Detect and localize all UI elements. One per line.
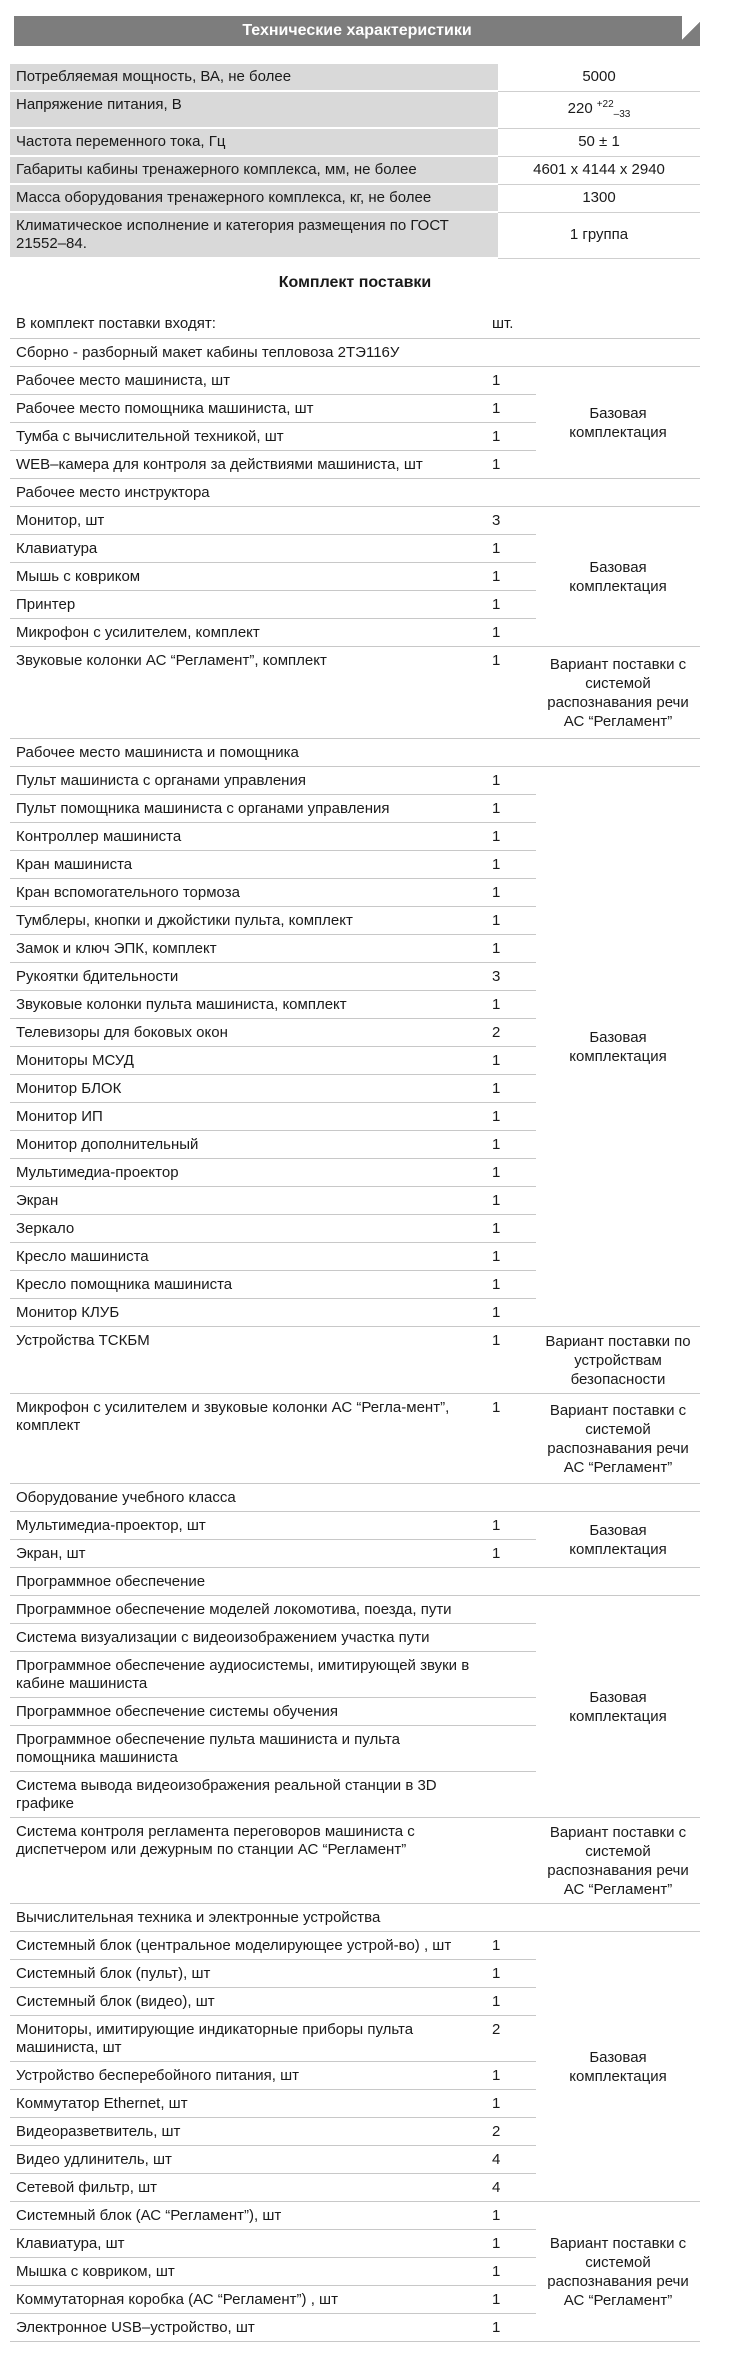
kit-table [10, 310, 700, 2342]
kit-qty: 1 [488, 822, 536, 850]
kit-config-base: Базовая комплектация [536, 1931, 700, 2201]
voltage-minus-tolerance: –33 [613, 108, 631, 120]
kit-qty: 4 [488, 2173, 536, 2201]
table-row-section [10, 1483, 700, 1511]
kit-qty: 1 [488, 906, 536, 934]
kit-qty: 1 [488, 618, 536, 646]
kit-qty: 1 [488, 766, 536, 794]
kit-qty [488, 1567, 536, 1595]
kit-qty: 1 [488, 1214, 536, 1242]
kit-qty: 1 [488, 1242, 536, 1270]
kit-qty: 2 [488, 2015, 536, 2061]
kit-qty: 1 [488, 934, 536, 962]
spec-value: 50 ± 1 [498, 128, 700, 156]
kit-qty [488, 1903, 536, 1931]
kit-item: Программное обеспечение пульта машиниста и пульта помощника машиниста [10, 1725, 488, 1771]
kit-section-label: Оборудование учебного класса [10, 1483, 488, 1511]
kit-qty: 1 [488, 2229, 536, 2257]
kit-qty: 1 [488, 590, 536, 618]
kit-item: Программное обеспечение аудиосистемы, имитирующей звуки в кабине машиниста [10, 1651, 488, 1697]
kit-section-title: Комплект поставки [278, 274, 432, 291]
table-row-section [10, 738, 700, 766]
kit-qty: 1 [488, 1539, 536, 1567]
table-row [10, 1931, 700, 1959]
kit-qty: 1 [488, 1270, 536, 1298]
kit-section-label: Рабочее место машиниста и помощника [10, 738, 488, 766]
kit-qty: 1 [488, 1511, 536, 1539]
spec-row [10, 64, 700, 91]
kit-qty: 1 [488, 1102, 536, 1130]
spec-label: Напряжение питания, В [10, 91, 498, 128]
kit-section-label: Рабочее место инструктора [10, 478, 488, 506]
kit-qty: 1 [488, 2285, 536, 2313]
spec-row [10, 184, 700, 212]
kit-item: Рабочее место помощника машиниста, шт [10, 394, 488, 422]
spec-row [10, 128, 700, 156]
kit-config-empty [536, 478, 700, 506]
kit-item: Кресло машиниста [10, 1242, 488, 1270]
kit-config-base: Базовая комплектация [536, 366, 700, 478]
kit-item: WEB–камера для контроля за действиями машиниста, шт [10, 450, 488, 478]
kit-item: Клавиатура, шт [10, 2229, 488, 2257]
kit-item: Клавиатура [10, 534, 488, 562]
kit-item: Программное обеспечение моделей локомотива, поезда, пути [10, 1595, 488, 1623]
kit-qty: 1 [488, 394, 536, 422]
kit-item: Пульт машиниста с органами управления [10, 766, 488, 794]
kit-qty: 1 [488, 2257, 536, 2285]
kit-qty: 1 [488, 2201, 536, 2229]
kit-item: Пульт помощника машиниста с органами управления [10, 794, 488, 822]
kit-qty [488, 1817, 536, 1903]
kit-item: Монитор ИП [10, 1102, 488, 1130]
spec-label: Частота переменного тока, Гц [10, 128, 498, 156]
kit-item: Электронное USB–устройство, шт [10, 2313, 488, 2341]
kit-item: Кресло помощника машиниста [10, 1270, 488, 1298]
kit-qty: 1 [488, 878, 536, 906]
table-row [10, 1817, 700, 1903]
kit-item: Системный блок (АС “Регламент”), шт [10, 2201, 488, 2229]
kit-config-tskbm: Вариант поставки по устройствам безопасности [536, 1326, 700, 1393]
kit-config-empty [536, 1567, 700, 1595]
kit-item: Монитор дополнительный [10, 1130, 488, 1158]
kit-item: Видеоразветвитель, шт [10, 2117, 488, 2145]
kit-item: Сетевой фильтр, шт [10, 2173, 488, 2201]
spec-value: 220 [567, 99, 593, 117]
kit-qty: 1 [488, 1326, 536, 1393]
table-row [10, 506, 700, 534]
kit-item: Микрофон с усилителем, комплект [10, 618, 488, 646]
specs-banner [14, 16, 700, 46]
kit-item: Зеркало [10, 1214, 488, 1242]
kit-qty: 2 [488, 2117, 536, 2145]
kit-qty: 1 [488, 794, 536, 822]
kit-qty: 1 [488, 534, 536, 562]
kit-qty: 3 [488, 962, 536, 990]
table-row [10, 1393, 700, 1483]
kit-item: Система визуализации с видеоизображением участка пути [10, 1623, 488, 1651]
kit-item: Телевизоры для боковых окон [10, 1018, 488, 1046]
kit-qty: 1 [488, 366, 536, 394]
kit-qty [488, 1595, 536, 1623]
kit-qty: 1 [488, 1393, 536, 1483]
spec-value: 4601 х 4144 х 2940 [498, 156, 700, 184]
kit-item: Тумба с вычислительной техникой, шт [10, 422, 488, 450]
kit-qty: 1 [488, 2313, 536, 2341]
table-row [10, 1595, 700, 1623]
kit-qty [488, 738, 536, 766]
kit-qty: 1 [488, 450, 536, 478]
specs-banner-title: Технические характеристики [242, 22, 472, 39]
kit-section-label: Вычислительная техника и электронные устройства [10, 1903, 488, 1931]
kit-item: Принтер [10, 590, 488, 618]
spec-label: Масса оборудования тренажерного комплекса, кг, не более [10, 184, 498, 212]
table-row [10, 766, 700, 794]
spec-row [10, 156, 700, 184]
kit-qty: 1 [488, 1298, 536, 1326]
kit-item: Системный блок (пульт), шт [10, 1959, 488, 1987]
kit-item: Замок и ключ ЭПК, комплект [10, 934, 488, 962]
kit-qty: 3 [488, 506, 536, 534]
kit-item: Звуковые колонки АС “Регламент”, комплект [10, 646, 488, 738]
table-row [10, 2201, 700, 2229]
kit-item: Контроллер машиниста [10, 822, 488, 850]
kit-item: Устройство бесперебойного питания, шт [10, 2061, 488, 2089]
kit-item: Мониторы, имитирующие индикаторные приборы пульта машиниста, шт [10, 2015, 488, 2061]
kit-qty: 1 [488, 1987, 536, 2015]
kit-item: Мышь с ковриком [10, 562, 488, 590]
kit-qty: 1 [488, 422, 536, 450]
kit-qty: 1 [488, 850, 536, 878]
kit-qty: 1 [488, 1931, 536, 1959]
kit-config-base: Базовая комплектация [536, 766, 700, 1326]
spec-label: Климатическое исполнение и категория размещения по ГОСТ 21552–84. [10, 212, 498, 258]
kit-item: Мультимедиа-проектор [10, 1158, 488, 1186]
kit-qty: 1 [488, 1046, 536, 1074]
kit-item: Тумблеры, кнопки и джойстики пульта, комплект [10, 906, 488, 934]
kit-item: Мультимедиа-проектор, шт [10, 1511, 488, 1539]
kit-qty [488, 1771, 536, 1817]
kit-config-empty [536, 1483, 700, 1511]
kit-config-empty [536, 738, 700, 766]
table-row [10, 1326, 700, 1393]
kit-item: Кран вспомогательного тормоза [10, 878, 488, 906]
kit-section-label: Программное обеспечение [10, 1567, 488, 1595]
kit-item: Рукоятки бдительности [10, 962, 488, 990]
kit-config-empty [536, 338, 700, 366]
kit-qty: 1 [488, 1074, 536, 1102]
kit-config-base: Базовая комплектация [536, 506, 700, 646]
kit-item: Коммутаторная коробка (АС “Регламент”) , шт [10, 2285, 488, 2313]
spec-row [10, 91, 700, 128]
spec-value: 5000 [498, 64, 700, 91]
spec-value: 1300 [498, 184, 700, 212]
spec-row [10, 212, 700, 258]
kit-item: Экран [10, 1186, 488, 1214]
kit-config-empty [536, 1903, 700, 1931]
kit-item: Кран машиниста [10, 850, 488, 878]
kit-qty: 1 [488, 1130, 536, 1158]
spec-value: 1 группа [498, 212, 700, 258]
spec-value-voltage [498, 91, 700, 128]
kit-header-row [10, 310, 700, 338]
kit-item: Экран, шт [10, 1539, 488, 1567]
specs-table [10, 64, 700, 259]
kit-header-unit: шт. [488, 310, 536, 338]
kit-item: Монитор, шт [10, 506, 488, 534]
kit-item: Сборно - разборный макет кабины тепловоза 2ТЭ116У [10, 338, 488, 366]
kit-qty: 2 [488, 1018, 536, 1046]
kit-item: Системный блок (центральное моделирующее устрой-во) , шт [10, 1931, 488, 1959]
kit-item: Монитор КЛУБ [10, 1298, 488, 1326]
table-row [10, 338, 700, 366]
table-row-section [10, 1567, 700, 1595]
kit-config-base: Базовая комплектация [536, 1595, 700, 1817]
kit-qty: 1 [488, 990, 536, 1018]
kit-qty: 1 [488, 562, 536, 590]
kit-config-reglament: Вариант поставки с системой распознавания речи АС “Регламент” [536, 1393, 700, 1483]
kit-qty [488, 1651, 536, 1697]
banner-corner-cut [682, 16, 700, 46]
kit-item: Системный блок (видео), шт [10, 1987, 488, 2015]
kit-item: Микрофон с усилителем и звуковые колонки АС “Регла-мент”, комплект [10, 1393, 488, 1483]
kit-item: Программное обеспечение системы обучения [10, 1697, 488, 1725]
voltage-plus-tolerance: +22 [596, 98, 614, 110]
kit-qty: 4 [488, 2145, 536, 2173]
kit-config-reglament: Вариант поставки с системой распознавания речи АС “Регламент” [536, 646, 700, 738]
kit-item: Система контроля регламента переговоров машиниста с диспетчером или дежурным по станции АС “Регламент” [10, 1817, 488, 1903]
kit-qty [488, 1483, 536, 1511]
kit-qty: 1 [488, 646, 536, 738]
table-row-section [10, 478, 700, 506]
table-row [10, 1511, 700, 1539]
kit-qty [488, 478, 536, 506]
kit-item: Мышка с ковриком, шт [10, 2257, 488, 2285]
table-row [10, 366, 700, 394]
kit-item: Звуковые колонки пульта машиниста, комплект [10, 990, 488, 1018]
kit-item: Система вывода видеоизображения реальной станции в 3D графике [10, 1771, 488, 1817]
kit-qty [488, 338, 536, 366]
kit-header-empty [536, 310, 700, 338]
kit-item: Видео удлинитель, шт [10, 2145, 488, 2173]
table-row [10, 646, 700, 738]
kit-item: Коммутатор Ethernet, шт [10, 2089, 488, 2117]
kit-item: Устройства ТСКБМ [10, 1326, 488, 1393]
kit-qty [488, 1725, 536, 1771]
spec-label: Потребляемая мощность, ВА, не более [10, 64, 498, 91]
kit-qty [488, 1623, 536, 1651]
kit-qty: 1 [488, 2061, 536, 2089]
kit-qty: 1 [488, 2089, 536, 2117]
kit-item: Монитор БЛОК [10, 1074, 488, 1102]
kit-config-reglament: Вариант поставки с системой распознавания речи АС “Регламент” [536, 1817, 700, 1903]
kit-header-label: В комплект поставки входят: [10, 310, 488, 338]
kit-config-reglament: Вариант поставки с системой распознавания речи АС “Регламент” [536, 2201, 700, 2341]
kit-qty: 1 [488, 1186, 536, 1214]
kit-item: Рабочее место машиниста, шт [10, 366, 488, 394]
table-row-section [10, 1903, 700, 1931]
kit-qty [488, 1697, 536, 1725]
spec-label: Габариты кабины тренажерного комплекса, мм, не более [10, 156, 498, 184]
kit-item: Мониторы МСУД [10, 1046, 488, 1074]
kit-qty: 1 [488, 1959, 536, 1987]
kit-config-base: Базовая комплектация [536, 1511, 700, 1567]
kit-qty: 1 [488, 1158, 536, 1186]
